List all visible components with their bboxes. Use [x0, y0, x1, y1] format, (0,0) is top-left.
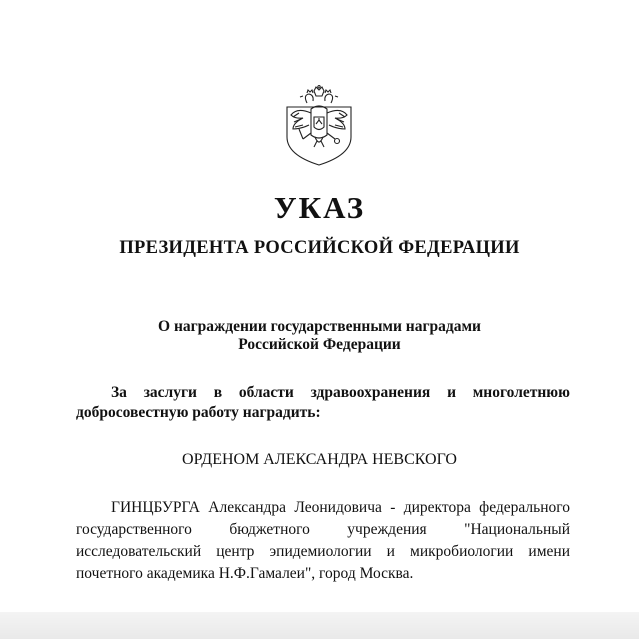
decree-subject-line-1: О награждении государственными наградами: [158, 318, 481, 335]
order-heading: ОРДЕНОМ АЛЕКСАНДРА НЕВСКОГО: [182, 451, 457, 468]
decree-subject: [0, 318, 639, 354]
decree-subject-line-2: Российской Федерации: [238, 336, 401, 353]
decree-statement: За заслуги в области здравоохранения и многолетнюю добросовестную работу наградить:: [76, 384, 570, 421]
document-title: УКАЗ: [273, 190, 366, 225]
recipient-paragraph: ГИНЦБУРГА Александра Леонидовича - директора федерального государственного бюджетного учреждения "Национальный исследовательский центр эпидемиологии и микробиологии имени почетного академика Н.Ф.Гамалеи", город Москва.: [76, 499, 570, 582]
document-subtitle: ПРЕЗИДЕНТА РОССИЙСКОЙ ФЕДЕРАЦИИ: [119, 238, 520, 258]
page-bottom-shadow: [0, 612, 639, 639]
russian-coat-of-arms-icon: [281, 85, 357, 167]
